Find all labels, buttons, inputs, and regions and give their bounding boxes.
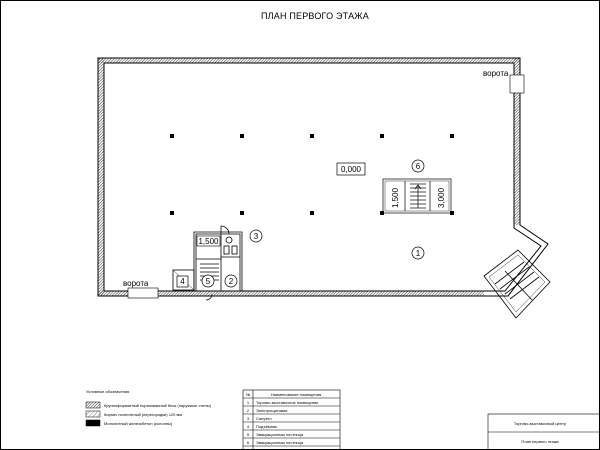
svg-text:Торгово-выставочное помещение: Торгово-выставочное помещение — [256, 400, 319, 405]
svg-text:3: 3 — [246, 416, 250, 421]
gate-top-opening — [510, 75, 524, 93]
svg-text:4: 4 — [180, 277, 185, 286]
svg-text:3: 3 — [253, 232, 259, 241]
stair-dim-1: 1,500 — [391, 187, 400, 208]
exterior-walls — [98, 58, 548, 296]
svg-text:5: 5 — [205, 277, 211, 286]
svg-text:№: № — [245, 392, 251, 397]
svg-text:Монолитный железобетон (колонн: Монолитный железобетон (колонны) — [104, 421, 173, 426]
svg-text:2: 2 — [228, 277, 234, 286]
svg-text:2: 2 — [246, 408, 250, 413]
svg-text:4: 4 — [246, 424, 250, 429]
svg-text:1: 1 — [415, 249, 421, 258]
external-stair — [484, 250, 550, 318]
svg-text:Подъёмник: Подъёмник — [256, 424, 277, 429]
svg-text:Эвакуационная лестница: Эвакуационная лестница — [256, 432, 304, 437]
legend — [86, 389, 212, 426]
svg-text:5: 5 — [246, 432, 250, 437]
level-mark: 0,000 — [340, 165, 362, 174]
svg-text:Кирпич полнотелый (перегородки: Кирпич полнотелый (перегородки) 120 мм — [104, 412, 182, 417]
svg-text:1: 1 — [246, 400, 250, 405]
gate-bottom-label: ворота — [123, 279, 149, 288]
gate-top-label: ворота — [483, 69, 509, 78]
drawing-title: ПЛАН ПЕРВОГО ЭТАЖА — [260, 11, 370, 21]
svg-text:6: 6 — [415, 162, 421, 171]
small-dim: 1,500 — [198, 237, 219, 246]
sheet-frame — [1, 1, 600, 450]
title-block — [488, 414, 600, 450]
svg-text:Крупноформатный поризованный б: Крупноформатный поризованный блок (наружные стены) — [104, 403, 211, 408]
svg-text:6: 6 — [246, 440, 250, 445]
gate-bottom-opening — [128, 288, 158, 298]
legend-title: Условные обозначения — [86, 389, 130, 394]
columns — [170, 134, 454, 215]
title-block-sheet: План первого этажа — [521, 439, 559, 444]
svg-text:Наименование помещения: Наименование помещения — [270, 392, 322, 397]
stair-dim-2: 3,000 — [437, 187, 446, 208]
title-block-project: Торгово-выставочный центр — [513, 421, 567, 426]
svg-text:Санузел: Санузел — [256, 416, 272, 421]
svg-text:Электрощитовая: Электрощитовая — [256, 408, 288, 413]
room-table-text — [246, 392, 321, 445]
svg-text:Эвакуационная лестница: Эвакуационная лестница — [256, 440, 304, 445]
